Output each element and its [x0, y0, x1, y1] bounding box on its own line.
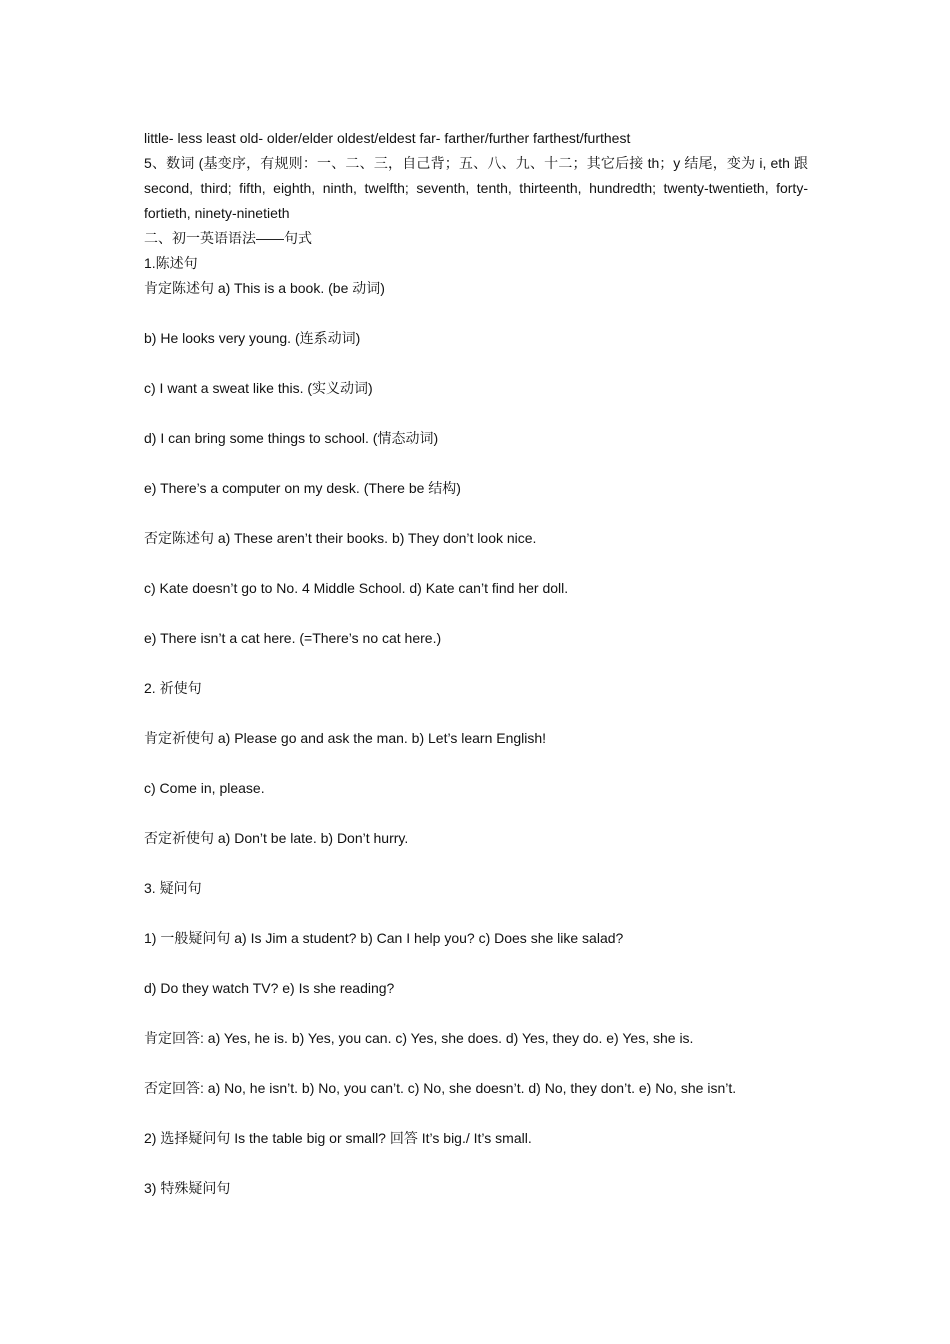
affirmative-declarative-d: d) I can bring some things to school. (情态动词)	[144, 430, 439, 446]
subheading-declarative: 1.陈述句	[144, 255, 198, 271]
blank-line	[144, 851, 808, 876]
blank-line	[144, 351, 808, 376]
blank-line	[144, 751, 808, 776]
blank-line	[144, 451, 808, 476]
blank-line	[144, 651, 808, 676]
blank-line	[144, 601, 808, 626]
negative-answers: 否定回答: a) No, he isn’t. b) No, you can’t. c) No, she doesn’t. d) No, they don’t. e) No, she isn’t.	[144, 1080, 737, 1096]
blank-line	[144, 1151, 808, 1176]
blank-line	[144, 1001, 808, 1026]
negative-declarative-e: e) There isn’t a cat here. (=There’s no cat here.)	[144, 630, 442, 646]
blank-line	[144, 401, 808, 426]
affirmative-declarative-c: c) I want a sweat like this. (实义动词)	[144, 380, 373, 396]
yes-no-question-abc: 1) 一般疑问句 a) Is Jim a student? b) Can I help you? c) Does she like salad?	[144, 930, 624, 946]
ordinal-examples-end-line: fortieth, ninety-ninetieth	[144, 205, 290, 221]
subheading-imperative: 2. 祈使句	[144, 680, 202, 696]
blank-line	[144, 901, 808, 926]
affirmative-answers: 肯定回答: a) Yes, he is. b) Yes, you can. c) Yes, she does. d) Yes, they do. e) Yes, she is.	[144, 1030, 694, 1046]
document-page	[144, 126, 808, 1201]
affirmative-declarative-b: b) He looks very young. (连系动词)	[144, 330, 361, 346]
negative-declarative-cd: c) Kate doesn’t go to No. 4 Middle School. d) Kate can’t find her doll.	[144, 580, 569, 596]
blank-line	[144, 1051, 808, 1076]
section-heading-sentence-types: 二、初一英语语法——句式	[144, 230, 312, 246]
affirmative-declarative-e: e) There’s a computer on my desk. (There be 结构)	[144, 480, 461, 496]
blank-line	[144, 701, 808, 726]
blank-line	[144, 1101, 808, 1126]
yes-no-question-de: d) Do they watch TV? e) Is she reading?	[144, 980, 395, 996]
subheading-interrogative: 3. 疑问句	[144, 880, 202, 896]
negative-declarative-ab: 否定陈述句 a) These aren’t their books. b) They don’t look nice.	[144, 530, 537, 546]
blank-line	[144, 551, 808, 576]
blank-line	[144, 801, 808, 826]
alternative-question: 2) 选择疑问句 Is the table big or small? 回答 It’s big./ It’s small.	[144, 1130, 532, 1146]
affirmative-imperative-ab: 肯定祈使句 a) Please go and ask the man. b) Let’s learn English!	[144, 730, 547, 746]
blank-line	[144, 501, 808, 526]
negative-imperative: 否定祈使句 a) Don’t be late. b) Don’t hurry.	[144, 830, 409, 846]
blank-line	[144, 951, 808, 976]
affirmative-imperative-c: c) Come in, please.	[144, 780, 265, 796]
wh-question-heading: 3) 特殊疑问句	[144, 1180, 231, 1196]
comparative-forms-line: little- less least old- older/elder oldest/eldest far- farther/further farthest/furthest	[144, 130, 631, 146]
ordinal-examples-line: second, third; fifth, eighth, ninth, twelfth; seventh, tenth, thirteenth, hundredth; twenty-twentieth, forty-	[144, 180, 808, 196]
blank-line	[144, 301, 808, 326]
affirmative-declarative-a: 肯定陈述句 a) This is a book. (be 动词)	[144, 280, 385, 296]
numerals-rule-line: 5、数词 (基变序，有规则：一、二、三，自己背；五、八、九、十二；其它后接 th；y 结尾，变为 i, eth 跟	[144, 155, 808, 171]
